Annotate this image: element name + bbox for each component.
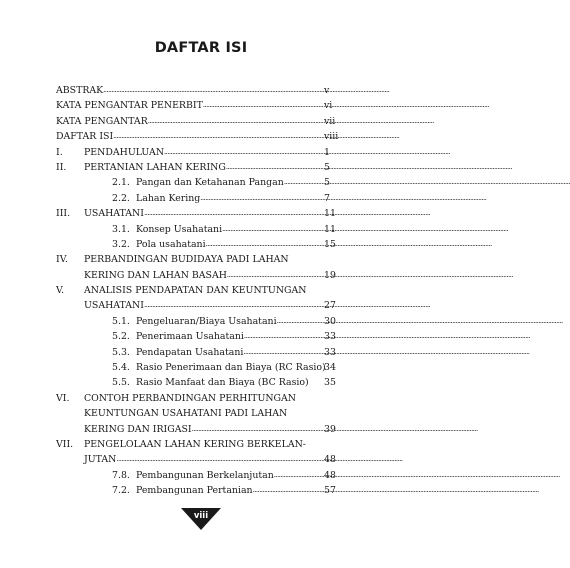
leader-dots — [222, 222, 508, 237]
page-number-badge — [181, 508, 221, 530]
leader-dots — [103, 83, 389, 98]
toc-entry-title: PENGELOLAAN LAHAN KERING BERKELAN- — [84, 438, 306, 450]
toc-entry-page: vi — [324, 100, 333, 112]
toc-entry — [56, 222, 352, 237]
toc-entry-title: PERBANDINGAN BUDIDAYA PADI LAHAN — [84, 254, 289, 266]
toc-entry-title: JUTAN — [84, 454, 117, 466]
toc-entry-page: 57 — [324, 485, 336, 497]
toc-entry — [56, 114, 352, 129]
toc-entry-number: I. — [56, 146, 63, 158]
toc-entry-title: PENDAHULUAN — [84, 146, 165, 158]
toc-entry — [56, 129, 352, 144]
toc-entry — [56, 452, 352, 467]
toc-entry — [56, 283, 352, 298]
toc-entry — [56, 422, 352, 437]
toc-entry-title: Pengeluaran/Biaya Usahatani — [136, 315, 277, 327]
leader-dots — [148, 114, 434, 129]
toc-entry-number: VI. — [56, 392, 70, 404]
table-of-contents — [56, 83, 352, 499]
toc-entry-title: PERTANIAN LAHAN KERING — [84, 161, 226, 173]
toc-entry-title: KATA PENGANTAR PENERBIT — [56, 100, 203, 112]
toc-entry — [56, 237, 352, 252]
toc-entry — [56, 83, 352, 98]
toc-entry-title: Pola usahatani — [136, 238, 206, 250]
toc-entry — [56, 252, 352, 267]
leader-dots — [113, 129, 399, 144]
toc-entry-number: IV. — [56, 254, 68, 266]
toc-entry-page: 30 — [324, 315, 336, 327]
toc-entry-title: ABSTRAK — [56, 85, 104, 96]
toc-entry-page: 35 — [324, 377, 336, 389]
toc-entry — [56, 98, 352, 113]
toc-entry — [56, 483, 352, 498]
toc-entry-title: Penerimaan Usahatani — [136, 331, 244, 343]
toc-entry-title: Pendapatan Usahatani — [136, 346, 244, 358]
toc-entry-title: Konsep Usahatani — [136, 223, 223, 235]
leader-dots — [200, 191, 486, 206]
toc-entry — [56, 175, 352, 190]
toc-entry-number: 7.2. — [112, 485, 130, 497]
toc-entry-title: Pangan dan Ketahanan Pangan — [136, 177, 284, 189]
toc-entry-title: USAHATANI — [84, 300, 144, 312]
toc-entry-number: VII. — [56, 438, 74, 450]
toc-entry — [56, 375, 352, 390]
toc-entry-title: Rasio Penerimaan dan Biaya (RC Rasio) — [136, 362, 326, 374]
toc-entry-number: 5.4. — [112, 362, 130, 374]
toc-entry-page: 33 — [324, 346, 336, 358]
leader-dots — [244, 329, 530, 344]
toc-entry-number: II. — [56, 161, 67, 173]
toc-entry-number: 3.1. — [112, 223, 130, 235]
toc-entry — [56, 468, 352, 483]
toc-entry — [56, 345, 352, 360]
toc-entry — [56, 437, 352, 452]
toc-entry-page: 5 — [324, 161, 330, 173]
leader-dots — [203, 98, 489, 113]
toc-entry-number: 5.2. — [112, 331, 130, 343]
toc-entry — [56, 145, 352, 160]
toc-entry-page: 48 — [324, 454, 336, 466]
toc-entry-title: KEUNTUNGAN USAHATANI PADI LAHAN — [84, 408, 288, 420]
toc-entry — [56, 314, 352, 329]
toc-entry-page: vii — [324, 115, 336, 127]
toc-entry-page: v — [324, 85, 330, 96]
page-number: viii — [193, 511, 209, 521]
leader-dots — [164, 145, 450, 160]
toc-entry-page: 33 — [324, 331, 336, 343]
toc-entry-title: CONTOH PERBANDINGAN PERHITUNGAN — [84, 392, 297, 404]
toc-entry-page: 5 — [324, 177, 330, 189]
toc-entry — [56, 298, 352, 313]
toc-entry-title: DAFTAR ISI — [56, 131, 114, 143]
toc-entry-page: 19 — [324, 269, 336, 281]
toc-entry-title: Lahan Kering — [136, 192, 201, 204]
toc-entry-number: 7.8. — [112, 469, 130, 481]
toc-entry-number: 2.2. — [112, 192, 130, 204]
toc-entry-title: KERING DAN IRIGASI — [84, 423, 192, 435]
leader-dots — [206, 237, 492, 252]
toc-entry — [56, 191, 352, 206]
toc-entry-page: 15 — [324, 238, 336, 250]
toc-entry-title: Rasio Manfaat dan Biaya (BC Rasio) — [136, 377, 309, 389]
leader-dots — [253, 483, 539, 498]
toc-entry-page: 48 — [324, 469, 336, 481]
toc-entry-page: 11 — [324, 223, 336, 235]
toc-entry — [56, 160, 352, 175]
toc-entry-number: 3.2. — [112, 238, 130, 250]
leader-dots — [227, 268, 513, 283]
toc-entry-title: ANALISIS PENDAPATAN DAN KEUNTUNGAN — [84, 285, 307, 297]
toc-entry-number: V. — [56, 285, 65, 297]
toc-entry-number: 5.5. — [112, 377, 130, 389]
leader-dots — [144, 206, 430, 221]
toc-entry-title: Pembangunan Berkelanjutan — [136, 469, 274, 481]
leader-dots — [144, 298, 430, 313]
toc-entry — [56, 329, 352, 344]
leader-dots — [226, 160, 512, 175]
toc-entry-page: 34 — [324, 362, 336, 374]
toc-entry-title: USAHATANI — [84, 208, 144, 220]
page-title: DAFTAR ISI — [154, 40, 248, 56]
toc-entry-number: III. — [56, 208, 71, 220]
toc-entry-page: viii — [324, 131, 339, 143]
toc-entry-page: 7 — [324, 192, 330, 204]
toc-entry — [56, 268, 352, 283]
toc-entry-page: 27 — [324, 300, 336, 312]
toc-entry-title: KATA PENGANTAR — [56, 115, 148, 127]
toc-entry — [56, 391, 352, 406]
toc-entry-title: Pembangunan Pertanian — [136, 485, 253, 497]
toc-entry-page: 11 — [324, 208, 336, 220]
toc-entry — [56, 206, 352, 221]
toc-entry-number: 5.1. — [112, 315, 130, 327]
leader-dots — [116, 452, 402, 467]
toc-entry — [56, 360, 352, 375]
leader-dots — [243, 345, 529, 360]
toc-entry-page: 1 — [324, 146, 330, 158]
leader-dots — [274, 468, 560, 483]
toc-entry-number: 5.3. — [112, 346, 130, 358]
toc-entry-page: 39 — [324, 423, 336, 435]
toc-entry-title: KERING DAN LAHAN BASAH — [84, 269, 227, 281]
toc-entry — [56, 406, 352, 421]
toc-entry-number: 2.1. — [112, 177, 130, 189]
leader-dots — [277, 314, 563, 329]
